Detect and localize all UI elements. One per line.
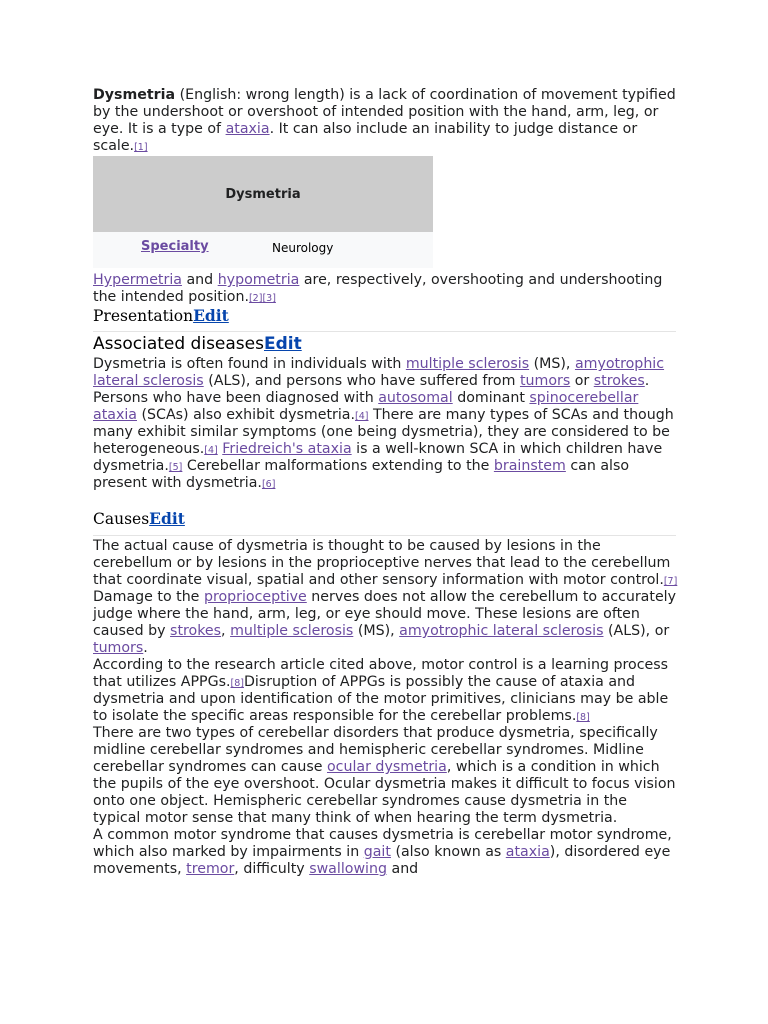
assoc-text-11: Cerebellar malformations extending to the [182, 458, 494, 474]
causes-text-11: , which is a condition in which the pupils of the eye overshoot. Ocular dysmetria makes it difficult to focus vision onto one object. Hemispheric cerebellar syndromes cause dysmetria in the typical motor sense that many think of when hearing the term dysmetria. [93, 759, 676, 826]
ref-link-5[interactable]: [5] [168, 462, 183, 473]
assoc-text-8: There are many types of SCAs and though many exhibit similar symptoms (one being dysmetria), they are considered to be heterogeneous. [93, 407, 674, 457]
associated-heading-text: Associated diseases [93, 334, 264, 354]
ataxia-link-2[interactable]: ataxia [505, 844, 550, 860]
section-divider [93, 331, 676, 332]
hyper-text: are, respectively, overshooting and undershooting the intended position. [93, 272, 663, 305]
edit-link-associated-diseases[interactable]: Edit [263, 334, 302, 354]
hypermetria-paragraph [93, 272, 678, 306]
assoc-text-4: or [570, 373, 594, 389]
section-heading-causes [93, 509, 678, 529]
assoc-text-2: (MS), [529, 356, 575, 372]
als-link-2[interactable]: amyotrophic lateral sclerosis [399, 623, 604, 639]
causes-text-16: and [386, 861, 419, 877]
causes-body [93, 538, 678, 878]
causes-text-13: (also known as [390, 844, 506, 860]
causes-text-2: Damage to the [93, 589, 204, 605]
gait-link[interactable]: gait [363, 844, 391, 860]
tumors-link-2[interactable]: tumors [93, 640, 144, 656]
causes-paragraph-2 [93, 657, 678, 725]
ataxia-link[interactable]: ataxia [225, 121, 270, 137]
strokes-link-2[interactable]: strokes [170, 623, 222, 639]
ref-link-4b[interactable]: [4] [204, 445, 218, 456]
ocular-dysmetria-link[interactable]: ocular dysmetria [326, 759, 447, 775]
specialty-link[interactable]: Specialty [141, 239, 209, 254]
tremor-link[interactable]: tremor [186, 861, 235, 877]
ref-link-6[interactable]: [6] [261, 479, 276, 490]
proprioceptive-link[interactable]: proprioceptive [203, 589, 307, 605]
causes-text-12: A common motor syndrome that causes dysmetria is cerebellar motor syndrome, which also marked by impairments in [93, 827, 672, 860]
friedreichs-ataxia-link[interactable]: Friedreich's ataxia [222, 441, 352, 457]
edit-link-causes[interactable]: Edit [149, 509, 185, 528]
tumors-link[interactable]: tumors [519, 373, 571, 389]
ref-link-7[interactable]: [7] [663, 576, 678, 587]
causes-text-5: (MS), [353, 623, 400, 639]
multiple-sclerosis-link[interactable]: multiple sclerosis [405, 356, 530, 372]
assoc-text-10: is a well-known SCA in which children have dysmetria. [93, 441, 663, 474]
intro-term: Dysmetria [93, 87, 176, 103]
causes-paragraph-1 [93, 538, 678, 657]
ref-link-8b[interactable]: [8] [576, 712, 590, 723]
associated-diseases-paragraph [93, 356, 678, 492]
assoc-text-5: . Persons who have been diagnosed with [93, 373, 650, 406]
causes-text-7: . [143, 640, 148, 656]
causes-text-3: nerves does not allow the cerebellum to accurately judge where the hand, arm, leg, or eye should move. These lesions are often caused by [93, 589, 677, 639]
strokes-link[interactable]: strokes [593, 373, 645, 389]
infobox-row-specialty [93, 232, 433, 268]
section-heading-presentation [93, 306, 678, 326]
multiple-sclerosis-link-2[interactable]: multiple sclerosis [230, 623, 354, 639]
intro-text-2: . It can also include an inability to judge distance or scale. [93, 121, 638, 154]
assoc-text-7: (SCAs) also exhibit dysmetria. [136, 407, 356, 423]
section-divider-causes [93, 535, 676, 536]
assoc-text-12: can also present with dysmetria. [93, 458, 630, 491]
causes-text-9: Disruption of APPGs is possibly the cause of ataxia and dysmetria and upon identification of the motor primitives, clinicians may be able to isolate the specific areas responsible for the cerebellar problems. [93, 674, 669, 724]
ref-link-3[interactable]: [3] [262, 293, 276, 304]
edit-link-presentation[interactable]: Edit [193, 306, 229, 325]
causes-text-10: There are two types of cerebellar disorders that produce dysmetria, specifically midline cerebellar syndromes and hemispheric cerebellar syndromes. Midline cerebellar syndromes can cause [93, 725, 658, 775]
assoc-text-1: Dysmetria is often found in individuals with [93, 356, 406, 372]
ref-link-2[interactable]: [2] [248, 293, 263, 304]
causes-paragraph-4 [93, 827, 678, 878]
causes-paragraph-3 [93, 725, 678, 827]
causes-text-6: (ALS), or [603, 623, 670, 639]
section-heading-associated-diseases [93, 334, 678, 355]
spinocerebellar-ataxia-link[interactable]: spinocerebellar ataxia [93, 390, 639, 423]
ref-link-1[interactable]: [1] [134, 142, 148, 153]
ref-link-8[interactable]: [8] [230, 678, 244, 689]
hypometria-link[interactable]: hypometria [217, 272, 300, 288]
specialty-value: Neurology [272, 241, 334, 255]
assoc-text-6: dominant [452, 390, 530, 406]
swallowing-link[interactable]: swallowing [309, 861, 387, 877]
assoc-text-3: (ALS), and persons who have suffered from [203, 373, 520, 389]
hypermetria-link[interactable]: Hypermetria [93, 272, 182, 288]
causes-text-4: , [221, 623, 231, 639]
als-link[interactable]: amyotrophic lateral sclerosis [93, 356, 665, 389]
intro-text: (English: wrong length) is a lack of coordination of movement typified by the undershoot or overshoot of intended position with the hand, arm, leg, or eye. It is a type of [93, 87, 676, 137]
hyper-and: and [181, 272, 218, 288]
ref-link-4[interactable]: [4] [355, 411, 369, 422]
causes-text-15: , difficulty [234, 861, 310, 877]
causes-heading-text: Causes [93, 510, 150, 528]
autosomal-link[interactable]: autosomal [378, 390, 453, 406]
presentation-heading-text: Presentation [93, 307, 194, 325]
infobox-title: Dysmetria [93, 156, 433, 232]
brainstem-link[interactable]: brainstem [493, 458, 566, 474]
infobox [93, 156, 433, 268]
causes-text-8: According to the research article cited above, motor control is a learning process that utilizes APPGs. [93, 657, 669, 690]
intro-paragraph [93, 87, 678, 155]
causes-text-14: ), disordered eye movements, [93, 844, 671, 877]
causes-text-1: The actual cause of dysmetria is thought to be caused by lesions in the cerebellum or by lesions in the proprioceptive nerves that lead to the cerebellum that coordinate visual, spatial and other sensory information with motor control. [93, 538, 671, 588]
